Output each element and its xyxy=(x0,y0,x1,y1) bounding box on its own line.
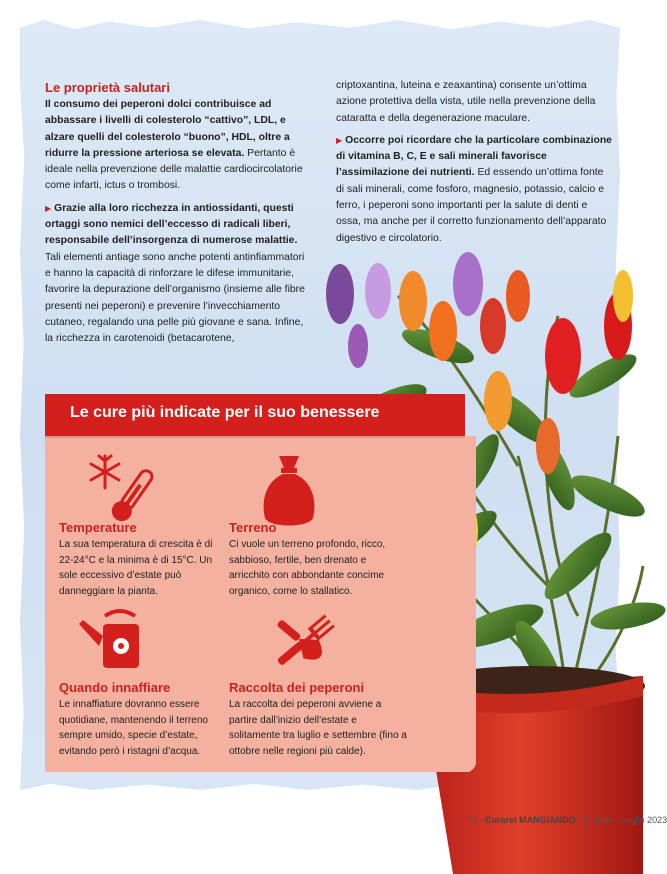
paragraph-cholesterol-lead: Il consumo dei peperoni dolci contribuisce ad abbassare i livelli di colesterolo “cattivo”, LDL, e alzare quelli del colesterolo “buono”, HDL, oltre a ridurre la pressione arteriosa se elevata. xyxy=(45,99,290,159)
care-soil-text: Ci vuole un terreno profondo, ricco, sabbioso, fertile, ben drenato e arricchito con abbondante concime organico, come lo stallatico. xyxy=(229,539,386,597)
care-temperature-text: La sua temperatura di crescita è di 22-24°C e la minima è di 15°C. Un sole eccessivo d’estate può danneggiare la pianta. xyxy=(59,539,213,597)
paragraph-antioxidants xyxy=(45,201,310,348)
thermometer-snowflake-icon xyxy=(83,450,159,530)
care-watering xyxy=(59,680,224,759)
magazine-brand: Curarsi xyxy=(485,815,517,825)
care-panel xyxy=(45,436,470,772)
bullet-triangle-icon: ▶ xyxy=(45,203,52,213)
care-banner xyxy=(45,394,465,436)
paragraph-vitamins xyxy=(336,133,612,247)
care-temperature xyxy=(59,520,219,599)
soil-sack-icon xyxy=(259,450,319,530)
paragraph-vitamins-rest: Ed essendo un’ottima fonte di sali minerali, come fosforo, magnesio, potassio, calcio e ferro, i peperoni sono importanti per la salute di denti e ossa, ma anche per il corretto funzionamento dell’apparato digestivo e circolatorio. xyxy=(336,167,607,244)
paragraph-cholesterol xyxy=(45,97,310,195)
paragraph-carotenoids: criptoxantina, luteina e zeaxantina) consente un’ottima azione protettiva della vista, utile nella prevenzione della cataratta e della degenerazione maculare. xyxy=(336,80,596,124)
care-harvest xyxy=(229,680,409,759)
care-soil-title: Terreno xyxy=(229,520,277,535)
issue-date: - Giugno - Luglio 2023 xyxy=(578,815,667,825)
bullet-triangle-icon: ▶ xyxy=(336,135,343,145)
care-harvest-title: Raccolta dei peperoni xyxy=(229,680,365,695)
footer-dash: - xyxy=(479,815,483,825)
section-title: Le proprietà salutari xyxy=(45,80,170,95)
paragraph-cholesterol-rest: Pertanto è ideale nella prevenzione delle malattie cardiocircolatorie come infarti, ictus o trombosi. xyxy=(45,147,303,192)
care-harvest-text: La raccolta dei peperoni avviene a partire dall’inizio dell’estate e solitamente tra luglio e settembre (fino a ottobre nelle regioni più calde). xyxy=(229,699,407,757)
watering-can-icon xyxy=(75,606,155,676)
care-soil xyxy=(229,520,399,599)
magazine-brand-sub: MANGIANDO xyxy=(519,815,576,825)
care-watering-text: Le innaffiature dovranno essere quotidiane, mantenendo il terreno sempre umido, specie d’estate, evitando però i ristagni d’acqua. xyxy=(59,699,208,757)
page-footer xyxy=(467,815,667,825)
article-right-column xyxy=(336,78,612,253)
article-left-column xyxy=(45,80,310,353)
paragraph-antioxidants-rest: Tali elementi antiage sono anche potenti antinfiammatori e hanno la capacità di rinforzare le difese immunitarie, favorire la depurazione dell’organismo (insieme alle fibre presenti nei peperoni) e prevenire l’invecchiamento cutaneo, regalando una pelle più giovane e sana. Infine, la ricchezza in carotenoidi (betacarotene, xyxy=(45,251,305,345)
care-temperature-title: Temperature xyxy=(59,520,137,535)
care-banner-title: Le cure più indicate per il suo benessere xyxy=(70,404,380,421)
paragraph-vitamins-lead: Occorre poi ricordare che la particolare combinazione di vitamina B, C, E e sali minerali favorisce l’assimilazione dei nutrienti. xyxy=(336,134,612,179)
care-watering-title: Quando innaffiare xyxy=(59,680,171,695)
paragraph-antioxidants-lead: Grazie alla loro ricchezza in antiossidanti, questi ortaggi sono nemici dell’eccesso di radicali liberi, responsabile dell’insorgenza di numerose malattie. xyxy=(45,202,298,247)
garden-tools-icon xyxy=(263,604,347,682)
page-number: 73 xyxy=(467,815,478,825)
